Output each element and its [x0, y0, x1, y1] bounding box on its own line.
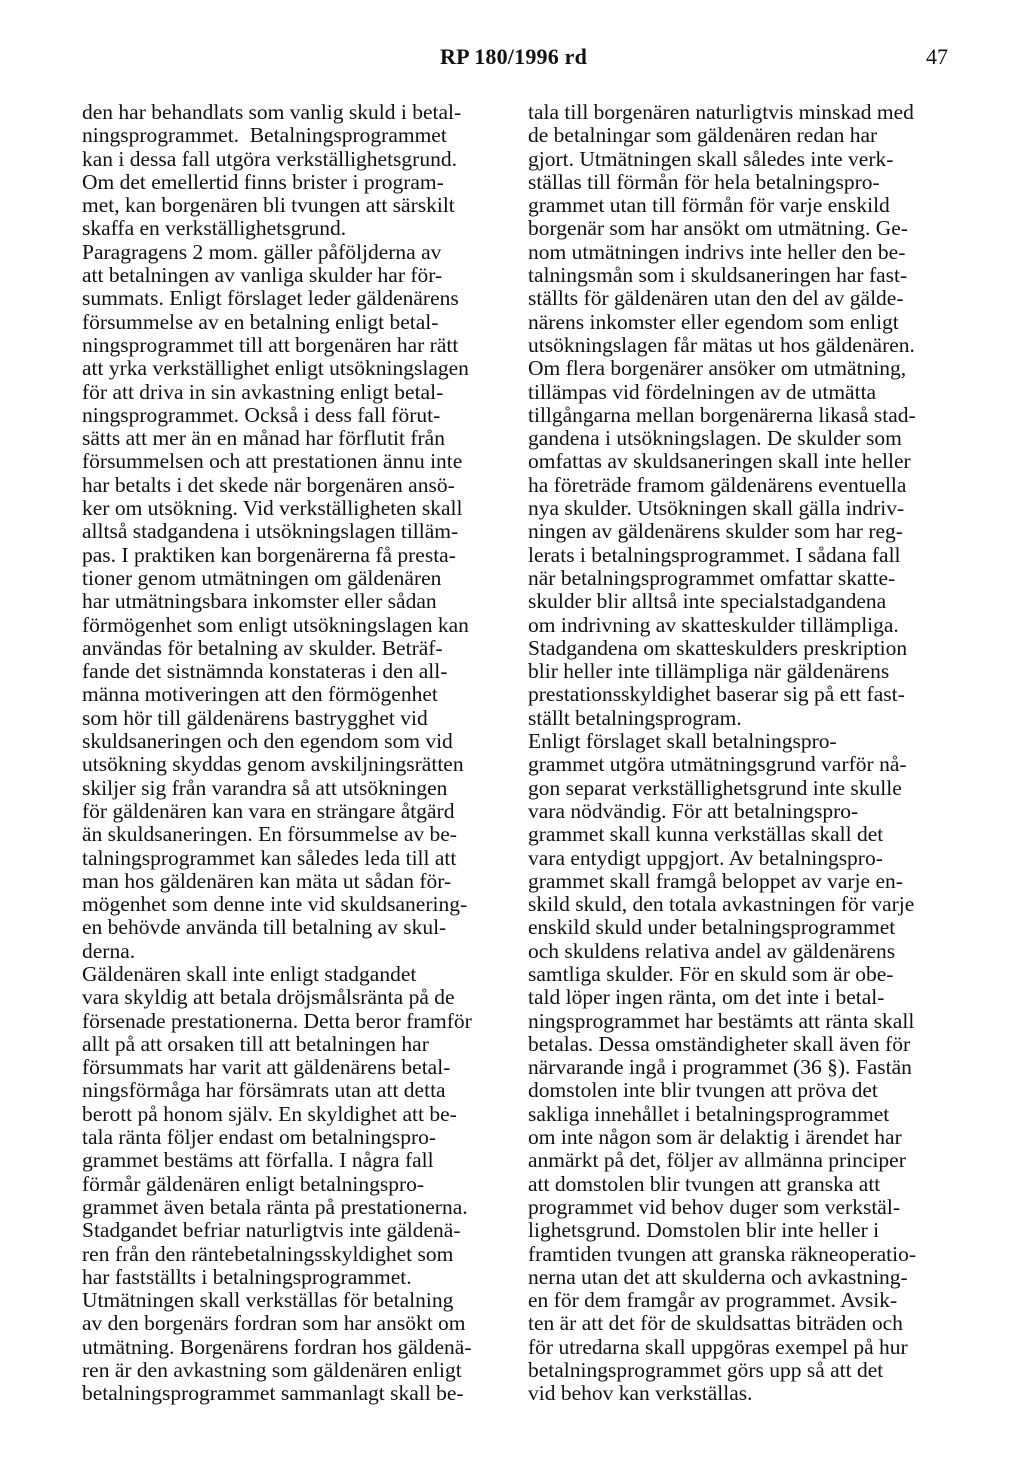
text-line: ha företräde framom gäldenärens eventuella — [528, 472, 907, 497]
text-line: ställts för gäldenären utan den del av gälde- — [528, 286, 904, 311]
text-line: försenade prestationerna. Detta beror framför — [82, 1008, 472, 1033]
text-line: nerna utan det att skulderna och avkastning- — [528, 1264, 908, 1289]
text-line: sakliga innehållet i betalningsprogrammet — [528, 1101, 890, 1126]
text-line: nom utmätningen indrivs inte heller den be- — [528, 239, 906, 264]
text-line: att betalningen av vanliga skulder har för- — [82, 263, 443, 288]
text-line: anmärkt på det, följer av allmänna principer — [528, 1148, 906, 1173]
text-line: sätts att mer än en månad har förflutit från — [82, 426, 445, 451]
text-line: grammet skall framgå beloppet av varje en- — [528, 868, 903, 893]
text-line: derna. — [82, 938, 136, 963]
text-line: ker om utsökning. Vid verkställigheten skall — [82, 496, 463, 521]
text-line: ställas till förmån för hela betalningspro- — [528, 169, 880, 194]
text-line: omfattas av skuldsaneringen skall inte heller — [528, 449, 911, 474]
text-line: grammet bestäms att förfalla. I några fall — [82, 1148, 434, 1173]
page-number: 47 — [926, 44, 948, 69]
text-line: Om flera borgenärer ansöker om utmätning, — [528, 356, 907, 381]
text-line: ten är att det för de skuldsattas biträden och — [528, 1311, 903, 1336]
text-line: grammet skall kunna verkställas skall det — [528, 822, 884, 847]
text-line: talningsmån som i skuldsaneringen har fast- — [528, 263, 908, 288]
text-line: summats. Enligt förslaget leder gäldenärens — [82, 286, 459, 311]
text-line: användas för betalning av skulder. Beträf- — [82, 635, 443, 660]
text-line: som hör till gäldenärens bastrygghet vid — [82, 705, 428, 730]
text-line: tala till borgenären naturligtvis minskad med — [528, 100, 914, 124]
text-line: vara skyldig att betala dröjsmålsränta på de — [82, 985, 455, 1010]
text-line: framtiden tvungen att granska räkneoperatio- — [528, 1241, 917, 1266]
text-line: utmätning. Borgenärens fordran hos gäldenä- — [82, 1334, 472, 1359]
text-line: tald löper ingen ränta, om det inte i betal- — [528, 985, 885, 1010]
text-line: ställt betalningsprogram. — [528, 705, 742, 730]
text-line: allt på att orsaken till att betalningen har — [82, 1031, 429, 1056]
text-line: närvarande ingå i programmet (36 §). Fastän — [528, 1055, 912, 1080]
text-line: grammet utan till förmån för varje enskild — [528, 193, 890, 218]
text-line: lighetsgrund. Domstolen blir inte heller i — [528, 1218, 880, 1243]
text-line: att yrka verkställighet enligt utsökningslagen — [82, 356, 469, 381]
text-line: skulder blir alltså inte specialstadgandena — [528, 589, 887, 614]
text-line: än skuldsaneringen. En försummelse av be- — [82, 822, 457, 847]
text-line: programmet vid behov duger som verkstäl- — [528, 1194, 900, 1219]
text-line: samtliga skulder. För en skuld som är obe- — [528, 961, 894, 986]
text-line: met, kan borgenären bli tvungen att särskilt — [82, 193, 455, 218]
text-line: tillgångarna mellan borgenärerna likaså stad- — [528, 402, 916, 427]
text-line: vid behov kan verkställas. — [528, 1381, 753, 1406]
left-text-column — [82, 101, 522, 1406]
text-line: talningsprogrammet kan således leda till att — [82, 845, 457, 870]
text-line: ningsprogrammet till att borgenären har rätt — [82, 332, 459, 357]
text-line: borgenär som har ansökt om utmätning. Ge- — [528, 216, 908, 241]
text-line: Stadgandena om skatteskulders preskription — [528, 635, 908, 660]
text-line: förmögenhet som enligt utsökningslagen kan — [82, 612, 469, 637]
text-line: de betalningar som gäldenären redan har — [528, 123, 878, 148]
text-line: tillämpas vid fördelningen av de utmätta — [528, 379, 877, 404]
text-line: för utredarna skall uppgöras exempel på hur — [528, 1334, 908, 1359]
text-line: vara nödvändig. För att betalningspro- — [528, 798, 859, 823]
page-header — [0, 44, 1024, 74]
text-line: ningsprogrammet har bestämts att ränta skall — [528, 1008, 915, 1033]
text-line: lerats i betalningsprogrammet. I sådana fall — [528, 542, 901, 567]
text-line: en behövde använda till betalning av skul- — [82, 915, 447, 940]
text-line: grammet utgöra utmätningsgrund varför nå- — [528, 752, 907, 777]
text-line: betalningsprogrammet görs upp så att det — [528, 1358, 884, 1383]
text-line: mögenhet som denne inte vid skuldsanering- — [82, 892, 468, 917]
text-line: försummats har varit att gäldenärens betal- — [82, 1055, 451, 1080]
text-line: alltså stadgandena i utsökningslagen tilläm- — [82, 519, 459, 544]
text-line: fande det sistnämnda konstateras i den all- — [82, 659, 448, 684]
text-line: har betalts i det skede när borgenären ansö- — [82, 472, 455, 497]
text-line: den har behandlats som vanlig skuld i betal- — [82, 100, 462, 124]
text-line: skiljer sig från varandra så att utsökningen — [82, 775, 448, 800]
text-line: om inte någon som är delaktig i ärendet har — [528, 1125, 902, 1150]
text-line: gon separat verkställighetsgrund inte skulle — [528, 775, 902, 800]
text-line: Enligt förslaget skall betalningspro- — [528, 729, 837, 754]
text-line: och skuldens relativa andel av gäldenärens — [528, 938, 896, 963]
text-line: domstolen inte blir tvungen att pröva det — [528, 1078, 878, 1103]
text-line: Om det emellertid finns brister i program- — [82, 169, 444, 194]
text-line: gjort. Utmätningen skall således inte verk- — [528, 146, 894, 171]
text-line: pas. I praktiken kan borgenärerna få presta- — [82, 542, 456, 567]
text-line: ningsförmåga har försämrats utan att detta — [82, 1078, 446, 1103]
text-line: Gäldenären skall inte enligt stadgandet — [82, 961, 417, 986]
text-line: försummelse av en betalning enligt betal- — [82, 309, 439, 334]
text-line: man hos gäldenären kan mäta ut sådan för- — [82, 868, 452, 893]
text-line: skaffa en verkställighetsgrund. — [82, 216, 347, 241]
document-reference: RP 180/1996 rd — [440, 44, 588, 69]
text-line: har fastställts i betalningsprogrammet. — [82, 1264, 412, 1289]
text-line: för gäldenären kan vara en strängare åtgärd — [82, 798, 455, 823]
text-line: kan i dessa fall utgöra verkställighetsgrund. — [82, 146, 457, 171]
text-line: enskild skuld under betalningsprogrammet — [528, 915, 896, 940]
text-line: en för dem framgår av programmet. Avsik- — [528, 1288, 898, 1313]
text-line: när betalningsprogrammet omfattar skatte- — [528, 565, 896, 590]
text-line: utsökningslagen får mätas ut hos gäldenären. — [528, 332, 915, 357]
text-line: vara entydigt uppgjort. Av betalningspro- — [528, 845, 883, 870]
text-line: ningen av gäldenärens skulder som har reg- — [528, 519, 903, 544]
text-line: Utmätningen skall verkställas för betalning — [82, 1288, 454, 1313]
text-line: har utmätningsbara inkomster eller sådan — [82, 589, 437, 614]
text-line: ningsprogrammet. Också i dess fall förut- — [82, 402, 441, 427]
text-line: Stadgandet befriar naturligtvis inte gäldenä- — [82, 1218, 461, 1243]
text-line: grammet även betala ränta på prestationerna. — [82, 1194, 468, 1219]
text-line: männa motiveringen att den förmögenhet — [82, 682, 438, 707]
text-line: ren från den räntebetalningsskyldighet som — [82, 1241, 454, 1266]
text-line: prestationsskyldighet baserar sig på ett fast- — [528, 682, 905, 707]
text-line: utsökning skyddas genom avskiljningsrätten — [82, 752, 464, 777]
text-line: tioner genom utmätningen om gäldenären — [82, 565, 442, 590]
text-line: skuldsaneringen och den egendom som vid — [82, 729, 453, 754]
text-line: betalas. Dessa omständigheter skall även för — [528, 1031, 911, 1056]
text-line: nya skulder. Utsökningen skall gälla indriv- — [528, 496, 905, 521]
text-line: skild skuld, den totala avkastningen för varje — [528, 892, 915, 917]
text-line: ningsprogrammet. Betalningsprogrammet — [82, 123, 447, 148]
text-line: försummelsen och att prestationen ännu inte — [82, 449, 463, 474]
text-line: att domstolen blir tvungen att granska att — [528, 1171, 881, 1196]
text-line: betalningsprogrammet sammanlagt skall be- — [82, 1381, 464, 1406]
text-line: av den borgenärs fordran som har ansökt om — [82, 1311, 466, 1336]
text-line: berott på honom själv. En skyldighet att be- — [82, 1101, 457, 1126]
text-line: närens inkomster eller egendom som enligt — [528, 309, 899, 334]
text-line: om indrivning av skatteskulder tillämpliga. — [528, 612, 899, 637]
text-line: gandena i utsökningslagen. De skulder som — [528, 426, 902, 451]
text-line: tala ränta följer endast om betalningspro- — [82, 1125, 437, 1150]
right-text-column — [528, 101, 960, 1406]
text-line: för att driva in sin avkastning enligt betal- — [82, 379, 444, 404]
text-line: förmår gäldenären enligt betalningspro- — [82, 1171, 425, 1196]
text-line: blir heller inte tillämpliga när gäldenärens — [528, 659, 890, 684]
text-line: ren är den avkastning som gäldenären enligt — [82, 1358, 462, 1383]
text-line: Paragragens 2 mom. gäller påföljderna av — [82, 239, 442, 264]
